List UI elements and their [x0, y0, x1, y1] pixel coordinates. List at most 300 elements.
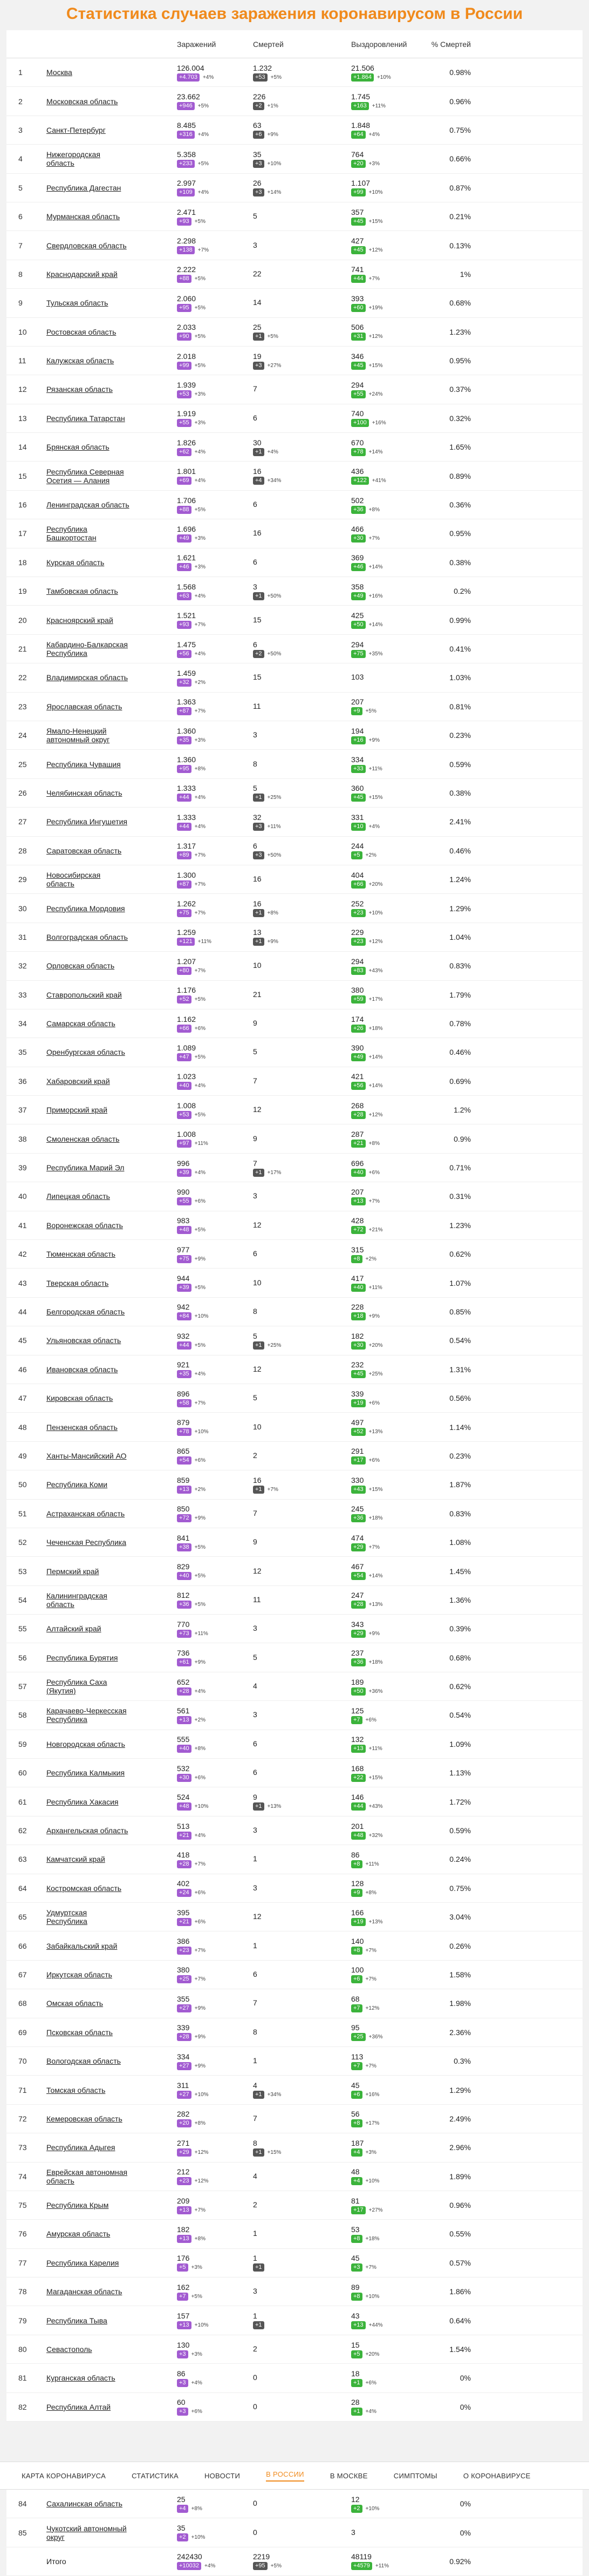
region-link[interactable]: Пермский край — [46, 1567, 99, 1576]
region-link[interactable]: Костромская область — [46, 1883, 122, 1893]
region-link[interactable]: Кировская область — [46, 1394, 113, 1403]
region-link[interactable]: Амурская область — [46, 2229, 111, 2239]
region-link[interactable]: Нижегородская область — [46, 150, 100, 168]
row-number: 50 — [18, 1480, 27, 1489]
nav-item[interactable]: В РОССИИ — [266, 2470, 304, 2482]
recovered-delta-pct: +21% — [368, 1227, 383, 1233]
nav-item[interactable]: СТАТИСТИКА — [132, 2471, 179, 2480]
row-number: 74 — [18, 2172, 27, 2181]
death-pct-value: 0.38% — [449, 788, 471, 797]
region-link[interactable]: Рязанская область — [46, 385, 113, 394]
cases-delta-badge: +90 — [177, 333, 191, 341]
recovered-delta-badge: +45 — [351, 218, 366, 226]
cases-value: 859 — [177, 1475, 190, 1484]
table-row — [6, 2105, 583, 2133]
region-link[interactable]: Санкт-Петербург — [46, 125, 106, 134]
table-row — [6, 1557, 583, 1585]
recovered-delta-pct: +10% — [376, 74, 391, 80]
cases-value: 524 — [177, 1793, 190, 1802]
row-number: 29 — [18, 875, 27, 884]
region-link[interactable]: Свердловская область — [46, 241, 127, 250]
row-number: 28 — [18, 846, 27, 855]
recovered-value: 245 — [351, 1504, 364, 1514]
region-link[interactable]: Саратовская область — [46, 846, 122, 855]
deaths-value: 3 — [253, 240, 257, 249]
recovered-value: 132 — [351, 1735, 364, 1744]
table-row — [6, 865, 583, 894]
region-link[interactable]: Астраханская область — [46, 1509, 125, 1518]
nav-item[interactable]: СИМПТОМЫ — [393, 2471, 437, 2480]
recovered-delta-badge: +36 — [351, 1658, 366, 1666]
region-link[interactable]: Ханты-Мансийский АО — [46, 1451, 127, 1460]
table-row — [6, 174, 583, 202]
deaths-delta-badge: +53 — [253, 73, 268, 82]
table-row — [6, 1240, 583, 1269]
deaths-value: 7 — [253, 384, 257, 394]
region-link[interactable]: Пензенская область — [46, 1422, 118, 1432]
region-link[interactable]: Иркутская область — [46, 1970, 112, 1979]
region-link[interactable]: Республика Карелия — [46, 2258, 119, 2267]
cases-value: 355 — [177, 1994, 190, 2003]
row-number: 81 — [18, 2374, 27, 2383]
header-cases[interactable]: Заражений — [177, 39, 216, 49]
region-link[interactable]: Республика Татарстан — [46, 413, 125, 423]
table-row — [6, 2490, 583, 2518]
row-number: 18 — [18, 558, 27, 567]
recovered-delta-badge: +17 — [351, 1456, 366, 1465]
recovered-value: 128 — [351, 1879, 364, 1888]
recovered-value: 331 — [351, 812, 364, 822]
region-link[interactable]: Республика Калмыкия — [46, 1768, 125, 1778]
deaths-value: 3 — [253, 1624, 257, 1633]
cases-value: 1.939 — [177, 380, 196, 389]
deaths-value: 16 — [253, 875, 262, 884]
cases-delta-pct: +7% — [194, 708, 206, 715]
deaths-value: 25 — [253, 323, 262, 332]
cases-value: 1.459 — [177, 668, 196, 677]
region-link[interactable]: Ямало-Ненецкий автономный округ — [46, 727, 110, 744]
row-number: 2 — [18, 97, 23, 106]
region-link[interactable]: Республика Башкортостан — [46, 525, 97, 543]
region-link[interactable]: Архангельская область — [46, 1826, 128, 1835]
region-link[interactable]: Ярославская область — [46, 702, 122, 711]
deaths-value: 5 — [253, 212, 257, 221]
cases-value: 1.360 — [177, 726, 196, 735]
region-link[interactable]: Кемеровская область — [46, 2114, 122, 2123]
region-link[interactable]: Республика Адыгея — [46, 2143, 115, 2152]
row-number: 85 — [18, 2528, 27, 2537]
deaths-value: 226 — [253, 92, 266, 101]
deaths-delta-pct: +27% — [267, 362, 282, 369]
cases-value: 162 — [177, 2282, 190, 2292]
region-link[interactable]: Республика Тыва — [46, 2316, 107, 2325]
recovered-delta-badge: +56 — [351, 1082, 366, 1090]
deaths-value: 3 — [253, 1710, 257, 1719]
region-link[interactable]: Удмуртская Республика — [46, 1908, 87, 1926]
recovered-delta-badge: +8 — [351, 1947, 362, 1955]
cases-value: 1.826 — [177, 438, 196, 447]
table-row — [6, 2047, 583, 2076]
deaths-value: 9 — [253, 1537, 257, 1547]
deaths-value: 12 — [253, 1220, 262, 1229]
region-link[interactable]: Кабардино-Балкарская Республика — [46, 640, 128, 657]
deaths-value: 16 — [253, 528, 262, 538]
cases-delta-pct: +7% — [194, 1948, 206, 1954]
death-pct-value: 0.36% — [449, 500, 471, 510]
recovered-delta-badge: +40 — [351, 1169, 366, 1177]
region-link[interactable]: Тамбовская область — [46, 587, 118, 596]
row-number: 34 — [18, 1019, 27, 1028]
recovered-delta-badge: +36 — [351, 506, 366, 514]
cases-delta-pct: +7% — [194, 910, 206, 917]
region-link[interactable]: Курганская область — [46, 2374, 115, 2383]
header-recovered[interactable]: Выздоровлений — [351, 39, 407, 49]
deaths-value: 5 — [253, 1393, 257, 1402]
region-link[interactable]: Магаданская область — [46, 2287, 122, 2296]
table-row — [6, 519, 583, 548]
cases-delta-pct: +5% — [194, 218, 206, 225]
death-pct-value: 1.86% — [449, 2287, 471, 2296]
cases-delta-pct: +4% — [194, 1371, 206, 1378]
deaths-delta-badge: +1 — [253, 938, 264, 946]
cases-delta-badge: +40 — [177, 1745, 191, 1753]
recovered-value: 12 — [351, 2494, 360, 2504]
region-link[interactable]: Сахалинская область — [46, 2499, 122, 2509]
region-link[interactable]: Липецкая область — [46, 1192, 110, 1201]
death-pct-value: 0.2% — [454, 587, 471, 596]
region-link[interactable]: Ленинградская область — [46, 500, 129, 510]
recovered-value: 741 — [351, 265, 364, 274]
region-link[interactable]: Ивановская область — [46, 1365, 118, 1374]
region-link[interactable]: Забайкальский край — [46, 1941, 118, 1950]
cases-value: 35 — [177, 2524, 186, 2533]
total-deaths: 2219 — [253, 2552, 270, 2561]
cases-delta-pct: +3% — [194, 420, 206, 426]
region-link[interactable]: Красноярский край — [46, 615, 113, 625]
recovered-delta-pct: +15% — [368, 1486, 383, 1493]
deaths-delta-badge: +1 — [253, 2148, 264, 2157]
recovered-delta-badge: +163 — [351, 102, 369, 110]
row-number: 22 — [18, 673, 27, 682]
deaths-delta-pct: +34% — [267, 478, 282, 484]
recovered-delta-badge: +13 — [351, 1745, 366, 1753]
recovered-delta-pct: +18% — [365, 2235, 380, 2242]
cases-delta-pct: +3% — [194, 391, 206, 397]
cases-delta-pct: +5% — [194, 276, 206, 282]
region-link[interactable]: Карачаево-Черкесская Республика — [46, 1706, 127, 1724]
table-row — [6, 1816, 583, 1845]
recovered-delta-pct: +6% — [365, 2380, 376, 2386]
region-link[interactable]: Воронежская область — [46, 1221, 123, 1230]
recovered-delta-pct: +14% — [368, 1573, 383, 1579]
region-link[interactable]: Чеченская Республика — [46, 1538, 126, 1547]
table-row — [6, 2018, 583, 2047]
table-row — [6, 1124, 583, 1153]
cases-delta-badge: +55 — [177, 419, 191, 427]
nav-item[interactable]: НОВОСТИ — [204, 2471, 241, 2480]
header-death-pct[interactable]: % Смертей — [431, 39, 471, 49]
table-row — [6, 2191, 583, 2220]
deaths-delta-pct: +5% — [267, 334, 278, 340]
deaths-value: 5 — [253, 1652, 257, 1662]
cases-value: 395 — [177, 1908, 190, 1917]
region-link[interactable]: Севастополь — [46, 2345, 92, 2354]
deaths-delta-badge: +1 — [253, 1341, 264, 1350]
cases-delta-badge: +3 — [177, 2408, 188, 2416]
nav-item[interactable]: О КОРОНАВИРУСЕ — [463, 2471, 531, 2480]
recovered-value: 502 — [351, 496, 364, 505]
cases-delta-badge: +46 — [177, 563, 191, 571]
cases-delta-badge: +69 — [177, 477, 191, 485]
cases-delta-pct: +4% — [194, 478, 206, 484]
region-link[interactable]: Новгородская область — [46, 1739, 125, 1748]
cases-value: 157 — [177, 2311, 190, 2321]
cases-delta-badge: +38 — [177, 1543, 191, 1551]
nav-item[interactable]: КАРТА КОРОНАВИРУСА — [22, 2471, 106, 2480]
death-pct-value: 0.59% — [449, 1826, 471, 1835]
region-link[interactable]: Тюменская область — [46, 1250, 115, 1259]
cases-delta-pct: +3% — [194, 737, 206, 743]
recovered-delta-badge: +5 — [351, 2350, 362, 2358]
region-link[interactable]: Брянская область — [46, 443, 109, 452]
recovered-value: 3 — [351, 2527, 355, 2537]
row-number: 56 — [18, 1653, 27, 1662]
region-link[interactable]: Приморский край — [46, 1106, 108, 1115]
total-cases: 242430 — [177, 2552, 202, 2561]
total-row — [6, 2547, 583, 2576]
cases-delta-pct: +8% — [194, 766, 206, 772]
region-link[interactable]: Мурманская область — [46, 212, 120, 221]
row-number: 75 — [18, 2201, 27, 2210]
deaths-delta-pct: +7% — [267, 1486, 278, 1493]
region-link[interactable]: Московская область — [46, 97, 118, 106]
row-number: 71 — [18, 2085, 27, 2094]
death-pct-value: 1.58% — [449, 1970, 471, 1979]
death-pct-value: 0.66% — [449, 154, 471, 164]
region-link[interactable]: Республика Северная Осетия — Алания — [46, 467, 124, 485]
table-row — [6, 981, 583, 1009]
recovered-delta-badge: +2 — [351, 2505, 362, 2513]
deaths-value: 12 — [253, 1912, 262, 1921]
death-pct-value: 1.89% — [449, 2172, 471, 2181]
death-pct-value: 1.14% — [449, 1422, 471, 1432]
region-link[interactable]: Москва — [46, 68, 72, 77]
recovered-delta-badge: +4 — [351, 2177, 362, 2185]
region-link[interactable]: Ставропольский край — [46, 990, 122, 999]
nav-item[interactable]: В МОСКВЕ — [330, 2471, 368, 2480]
table-row — [6, 779, 583, 808]
recovered-delta-pct: +10% — [368, 189, 383, 196]
region-link[interactable]: Вологодская область — [46, 2057, 121, 2066]
recovered-value: 339 — [351, 1389, 364, 1398]
recovered-value: 182 — [351, 1331, 364, 1340]
recovered-delta-badge: +21 — [351, 1140, 366, 1148]
cases-delta-pct: +8% — [194, 2120, 206, 2127]
table-row — [6, 837, 583, 865]
recovered-delta-pct: +27% — [368, 2207, 383, 2213]
cases-delta-badge: +75 — [177, 1255, 191, 1263]
region-link[interactable]: Республика Хакасия — [46, 1797, 119, 1806]
cases-delta-pct: +5% — [197, 160, 209, 167]
row-number: 12 — [18, 385, 27, 394]
region-link[interactable]: Калужская область — [46, 356, 114, 365]
region-link[interactable]: Новосибирская область — [46, 871, 101, 889]
cases-delta-pct: +4% — [202, 74, 214, 80]
deaths-delta-badge: +1 — [253, 1169, 264, 1177]
region-link[interactable]: Оренбургская область — [46, 1048, 125, 1057]
row-number: 3 — [18, 125, 23, 134]
row-number: 40 — [18, 1192, 27, 1201]
death-pct-value: 0.78% — [449, 1019, 471, 1028]
recovered-value: 100 — [351, 1965, 364, 1975]
cases-delta-badge: +27 — [177, 2091, 191, 2099]
deaths-value: 1 — [253, 2311, 257, 2321]
region-link[interactable]: Псковская область — [46, 2028, 113, 2037]
region-link[interactable]: Республика Саха (Якутия) — [46, 1678, 107, 1696]
deaths-delta-badge: +1 — [253, 333, 264, 341]
region-link[interactable]: Ростовская область — [46, 327, 117, 336]
region-link[interactable]: Волгоградская область — [46, 932, 128, 941]
cases-delta-badge: +44 — [177, 823, 191, 831]
region-link[interactable]: Челябинская область — [46, 788, 122, 797]
row-number: 4 — [18, 154, 23, 164]
cases-delta-badge: +55 — [177, 1197, 191, 1205]
recovered-delta-pct: +8% — [368, 506, 380, 513]
table-row — [6, 1182, 583, 1211]
recovered-delta-badge: +64 — [351, 131, 366, 139]
deaths-value: 7 — [253, 1508, 257, 1517]
cases-delta-badge: +13 — [177, 1716, 191, 1724]
cases-value: 1.317 — [177, 842, 196, 851]
region-link[interactable]: Республика Коми — [46, 1480, 108, 1489]
death-pct-value: 1.36% — [449, 1595, 471, 1604]
table-row — [6, 635, 583, 663]
cases-delta-badge: +97 — [177, 1140, 191, 1148]
region-link[interactable]: Республика Чувашия — [46, 760, 121, 769]
cases-delta-badge: +62 — [177, 448, 191, 456]
row-number: 20 — [18, 615, 27, 625]
cases-value: 555 — [177, 1735, 190, 1744]
cases-delta-pct: +5% — [194, 1285, 206, 1291]
region-link[interactable]: Алтайский край — [46, 1624, 101, 1633]
table-row — [6, 2220, 583, 2248]
recovered-delta-pct: +13% — [368, 1919, 383, 1925]
region-link[interactable]: Томская область — [46, 2085, 106, 2094]
recovered-value: 103 — [351, 673, 364, 682]
table-row — [6, 1384, 583, 1413]
region-link[interactable]: Тульская область — [46, 299, 108, 308]
region-link[interactable]: Еврейская автономная область — [46, 2167, 128, 2185]
region-link[interactable]: Краснодарский край — [46, 269, 118, 279]
deaths-value: 63 — [253, 121, 262, 130]
recovered-value: 425 — [351, 611, 364, 620]
region-link[interactable]: Республика Дагестан — [46, 183, 121, 192]
recovered-value: 287 — [351, 1130, 364, 1139]
cases-value: 386 — [177, 1937, 190, 1946]
table-row — [6, 1672, 583, 1701]
region-link[interactable]: Орловская область — [46, 961, 115, 971]
region-link[interactable]: Республика Крым — [46, 2201, 109, 2210]
region-link[interactable]: Республика Марий Эл — [46, 1163, 125, 1172]
cases-value: 402 — [177, 1879, 190, 1888]
region-link[interactable]: Белгородская область — [46, 1307, 125, 1316]
recovered-delta-pct: +7% — [365, 1976, 376, 1983]
recovered-value: 146 — [351, 1793, 364, 1802]
cases-value: 2.997 — [177, 179, 196, 188]
region-link[interactable]: Калининградская область — [46, 1591, 107, 1609]
recovered-delta-badge: +122 — [351, 477, 369, 485]
cases-delta-badge: +95 — [177, 304, 191, 312]
recovered-delta-badge: +3 — [351, 2263, 362, 2272]
deaths-value: 9 — [253, 1134, 257, 1143]
cases-value: 339 — [177, 2023, 190, 2032]
recovered-value: 474 — [351, 1533, 364, 1542]
table-row — [6, 145, 583, 173]
recovered-delta-pct: +7% — [368, 1544, 380, 1550]
recovered-delta-badge: +8 — [351, 2293, 362, 2301]
recovered-delta-pct: +16% — [368, 593, 383, 599]
region-link[interactable]: Хабаровский край — [46, 1076, 110, 1086]
cases-delta-badge: +58 — [177, 1399, 191, 1407]
death-pct-value: 1.79% — [449, 990, 471, 999]
recovered-delta-pct: +15% — [368, 362, 383, 369]
cases-delta-pct: +10% — [194, 1429, 209, 1435]
region-link[interactable]: Владимирская область — [46, 673, 128, 682]
death-pct-value: 0.23% — [449, 731, 471, 740]
header-deaths[interactable]: Смертей — [253, 39, 284, 49]
cases-delta-pct: +9% — [194, 2063, 206, 2069]
cases-value: 1.207 — [177, 957, 196, 966]
region-link[interactable]: Омская область — [46, 1999, 104, 2008]
cases-delta-badge: +27 — [177, 2004, 191, 2012]
table-row — [6, 1730, 583, 1759]
region-link[interactable]: Камчатский край — [46, 1855, 105, 1864]
region-link[interactable]: Республика Мордовия — [46, 904, 125, 913]
cases-delta-badge: +87 — [177, 707, 191, 715]
region-link[interactable]: Республика Ингушетия — [46, 817, 128, 826]
cases-delta-badge: +78 — [177, 1428, 191, 1436]
cases-delta-pct: +9% — [194, 1256, 206, 1262]
region-link[interactable]: Курская область — [46, 558, 105, 567]
region-link[interactable]: Тверская область — [46, 1278, 109, 1287]
cases-delta-pct: +7% — [194, 967, 206, 974]
deaths-delta-pct: +14% — [267, 189, 282, 196]
table-row — [6, 1038, 583, 1067]
row-number: 60 — [18, 1768, 27, 1778]
cases-delta-pct: +4% — [194, 593, 206, 599]
cases-value: 921 — [177, 1360, 190, 1370]
table-row — [6, 577, 583, 606]
cases-delta-pct: +4% — [194, 1688, 206, 1694]
region-link[interactable]: Смоленская область — [46, 1134, 120, 1143]
cases-value: 812 — [177, 1591, 190, 1600]
recovered-delta-badge: +75 — [351, 650, 366, 658]
recovered-delta-badge: +54 — [351, 1572, 366, 1580]
cases-value: 561 — [177, 1706, 190, 1715]
region-link[interactable]: Чукотский автономный округ — [46, 2524, 127, 2541]
region-link[interactable]: Самарская область — [46, 1019, 115, 1028]
recovered-delta-badge: +31 — [351, 333, 366, 341]
cases-delta-badge: +25 — [177, 1975, 191, 1983]
row-number: 70 — [18, 2057, 27, 2066]
recovered-delta-pct: +14% — [368, 1054, 383, 1060]
region-link[interactable]: Ульяновская область — [46, 1336, 121, 1345]
region-link[interactable]: Республика Алтай — [46, 2402, 111, 2411]
recovered-delta-badge: +43 — [351, 1486, 366, 1494]
cases-delta-pct: +12% — [194, 2178, 209, 2185]
region-link[interactable]: Республика Бурятия — [46, 1653, 118, 1662]
deaths-delta-badge: +1 — [253, 794, 264, 802]
